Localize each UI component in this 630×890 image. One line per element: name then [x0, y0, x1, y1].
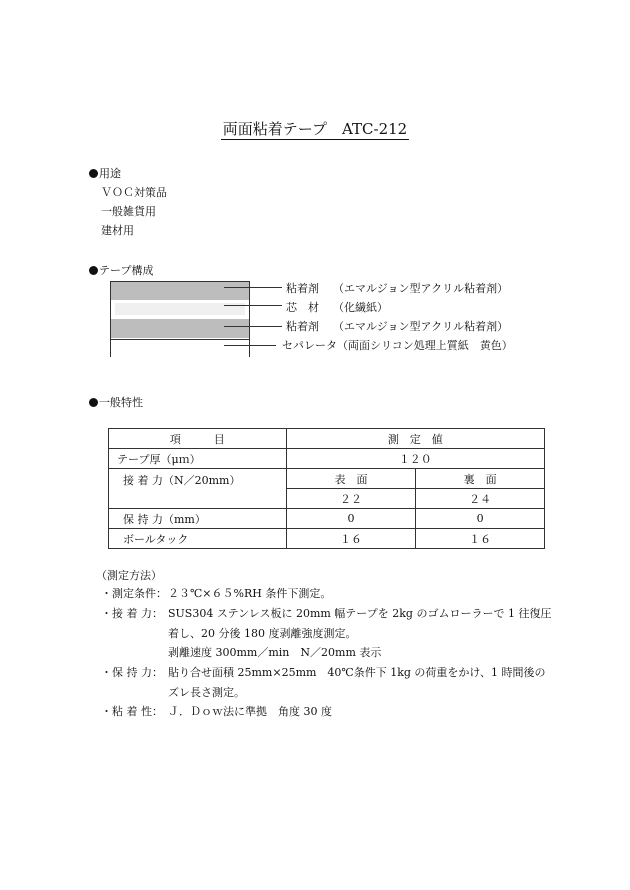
balltack-front-value: １６ [286, 529, 416, 549]
table-row [109, 449, 545, 469]
method-text: 剥離速度 300mm／min N／20mm 表示 [168, 646, 382, 659]
thickness-label: テープ厚（μｍ） [109, 449, 287, 469]
leader-line [224, 287, 282, 288]
layer-label [282, 337, 513, 353]
bullet-icon [89, 266, 98, 275]
usage-heading [89, 165, 121, 181]
properties-heading-text: 一般特性 [99, 396, 143, 409]
holding-front-value: 0 [286, 509, 416, 529]
layer-name: 粘着剤 [286, 282, 319, 295]
document-title [0, 118, 630, 139]
layer-label [286, 299, 388, 315]
balltack-back-value: １６ [416, 529, 545, 549]
holding-label: 保 持 力（mm） [109, 509, 287, 529]
structure-heading-text: テープ構成 [99, 264, 154, 277]
layer-name: 粘着剤 [286, 320, 319, 333]
layer-desc: （化繊紙） [333, 301, 388, 314]
adhesion-front-header: 表 面 [286, 469, 416, 489]
usage-heading-text: 用途 [99, 167, 121, 180]
table-row [109, 469, 545, 489]
leader-line [224, 345, 276, 346]
adhesion-back-header: 裏 面 [416, 469, 545, 489]
core-layer [111, 300, 249, 318]
layer-label [286, 280, 508, 296]
table-row [109, 509, 545, 529]
method-text: 着し、20 分後 180 度剥離強度測定。 [168, 627, 357, 640]
adhesion-back-value: ２４ [416, 489, 545, 509]
leader-line [224, 326, 282, 327]
method-label: ・接 着 力： [101, 607, 163, 620]
method-text: SUS304 ステンレス板に 20mm 幅テープを 2kg のゴムローラーで 1 往復圧 [168, 607, 552, 620]
layer-name: 芯 材 [286, 301, 319, 314]
thickness-value: １２０ [286, 449, 544, 469]
layer-desc: （エマルジョン型アクリル粘着剤） [333, 320, 509, 333]
usage-item: 建材用 [101, 224, 134, 237]
usage-item: ＶＯＣ対策品 [101, 186, 167, 199]
leader-line [224, 305, 282, 306]
properties-table [108, 428, 545, 549]
adhesive-layer-top [111, 282, 249, 300]
layer-name: セパレータ [282, 339, 337, 352]
layer-desc: （エマルジョン型アクリル粘着剤） [333, 282, 509, 295]
structure-heading [89, 262, 153, 278]
method-text: 貼り合せ面積 25mm×25mm 40℃条件下 1kg の荷重をかけ、1 時間後の [168, 666, 546, 679]
header-item: 項 目 [109, 429, 287, 449]
method-label: ・保 持 力： [101, 666, 163, 679]
adhesion-front-value: ２２ [286, 489, 416, 509]
methods-heading: （測定方法） [96, 569, 162, 582]
title-text: 両面粘着テープ ATC-212 [222, 120, 408, 138]
separator-layer [111, 339, 249, 358]
usage-item: 一般雑貨用 [101, 205, 156, 218]
header-value: 測 定 値 [286, 429, 544, 449]
adhesion-label: 接 着 力（N／20mm） [109, 469, 287, 509]
table-row [109, 529, 545, 549]
method-text: ２３℃×６５%RH 条件下測定。 [168, 587, 332, 600]
method-text: Ｊ．Ｄｏｗ法に準拠 角度 30 度 [168, 705, 332, 718]
table-row [109, 429, 545, 449]
balltack-label: ボールタック [109, 529, 287, 549]
bullet-icon [89, 398, 98, 407]
properties-heading [89, 394, 143, 410]
method-text: ズレ長さ測定。 [168, 686, 245, 699]
method-label: ・粘 着 性： [101, 705, 163, 718]
layer-label [286, 318, 508, 334]
method-label: ・測定条件： [101, 587, 167, 600]
holding-back-value: 0 [416, 509, 545, 529]
bullet-icon [89, 169, 98, 178]
adhesive-layer-bottom [111, 319, 249, 338]
layer-desc: （両面シリコン処理上質紙 黄色） [337, 339, 513, 352]
